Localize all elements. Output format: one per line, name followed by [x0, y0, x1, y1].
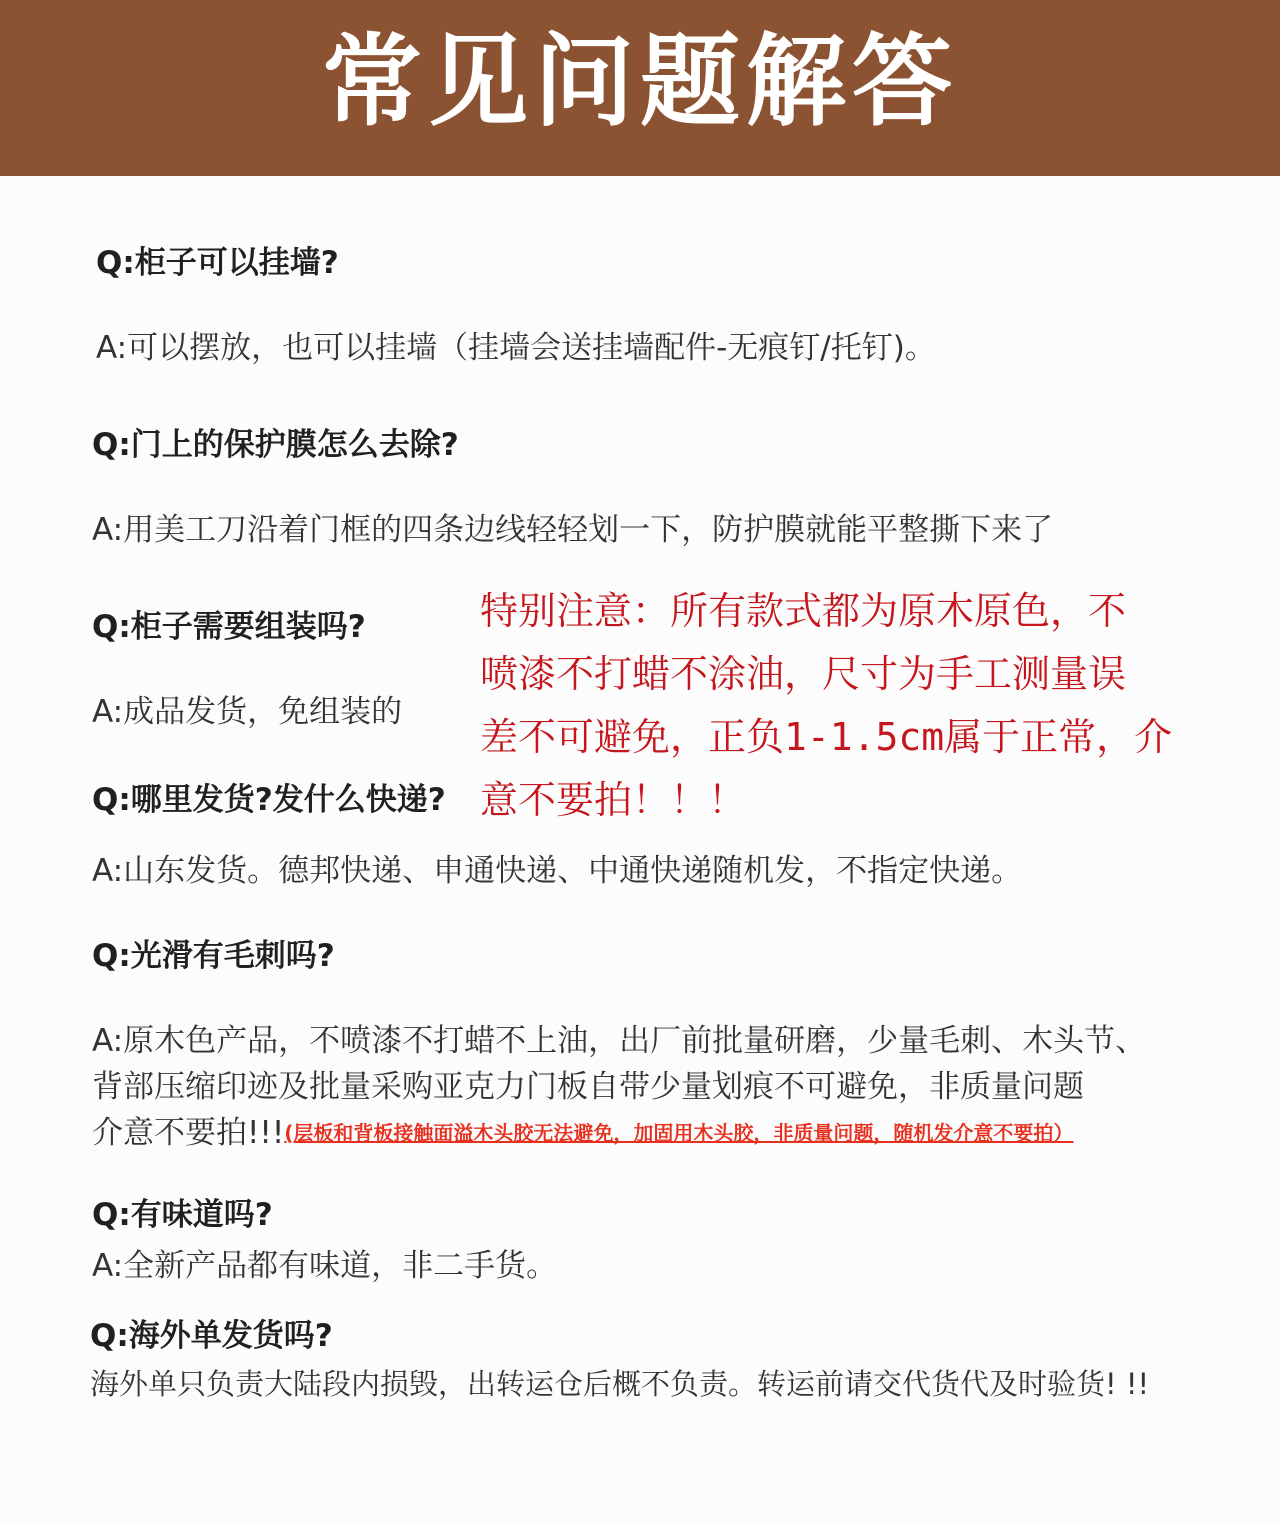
special-notice-line-2: 喷漆不打蜡不涂油，尺寸为手工测量误	[480, 652, 1127, 696]
special-notice	[480, 580, 1240, 832]
faq-answer-burrs-line-1: A:原木色产品，不喷漆不打蜡不上油，出厂前批量研磨，少量毛刺、木头节、	[92, 1023, 1147, 1059]
faq-answer-wall-mount: A:可以摆放，也可以挂墙（挂墙会送挂墙配件-无痕钉/托钉)。	[96, 330, 936, 366]
faq-question-overseas: Q:海外单发货吗?	[90, 1318, 333, 1354]
glue-note: (层板和背板接触面溢木头胶无法避免，加固用木头胶，非质量问题，随机发介意不要拍）	[284, 1121, 1074, 1145]
faq-question-protective-film: Q:门上的保护膜怎么去除?	[92, 427, 459, 463]
page-header	[0, 0, 1280, 176]
faq-answer-burrs-text: 介意不要拍!!!	[92, 1115, 285, 1151]
faq-answer-protective-film: A:用美工刀沿着门框的四条边线轻轻划一下，防护膜就能平整撕下来了	[92, 512, 1054, 548]
faq-answer-burrs-line-2: 背部压缩印迹及批量采购亚克力门板自带少量划痕不可避免，非质量问题	[92, 1069, 1084, 1105]
faq-question-burrs: Q:光滑有毛刺吗?	[92, 938, 335, 974]
faq-question-smell: Q:有味道吗?	[92, 1197, 273, 1233]
special-notice-line-1: 特别注意：所有款式都为原木原色，不	[480, 589, 1127, 633]
special-notice-line-3: 差不可避免，正负1-1.5cm属于正常，介	[480, 715, 1173, 759]
special-notice-line-4: 意不要拍！！！	[480, 778, 747, 822]
page-title: 常见问题解答	[322, 23, 958, 140]
faq-question-wall-mount: Q:柜子可以挂墙?	[96, 245, 339, 281]
faq-answer-overseas: 海外单只负责大陆段内损毁，出转运仓后概不负责。转运前请交代货代及时验货! !!	[90, 1367, 1150, 1401]
faq-answer-shipping: A:山东发货。德邦快递、申通快递、中通快递随机发，不指定快递。	[92, 853, 1023, 889]
faq-answer-assembly: A:成品发货，免组装的	[92, 694, 403, 730]
faq-question-shipping: Q:哪里发货?发什么快递?	[92, 782, 446, 818]
faq-answer-burrs-line-3	[92, 1115, 1073, 1152]
faq-answer-smell: A:全新产品都有味道，非二手货。	[92, 1248, 558, 1284]
faq-question-assembly: Q:柜子需要组装吗?	[92, 609, 366, 645]
